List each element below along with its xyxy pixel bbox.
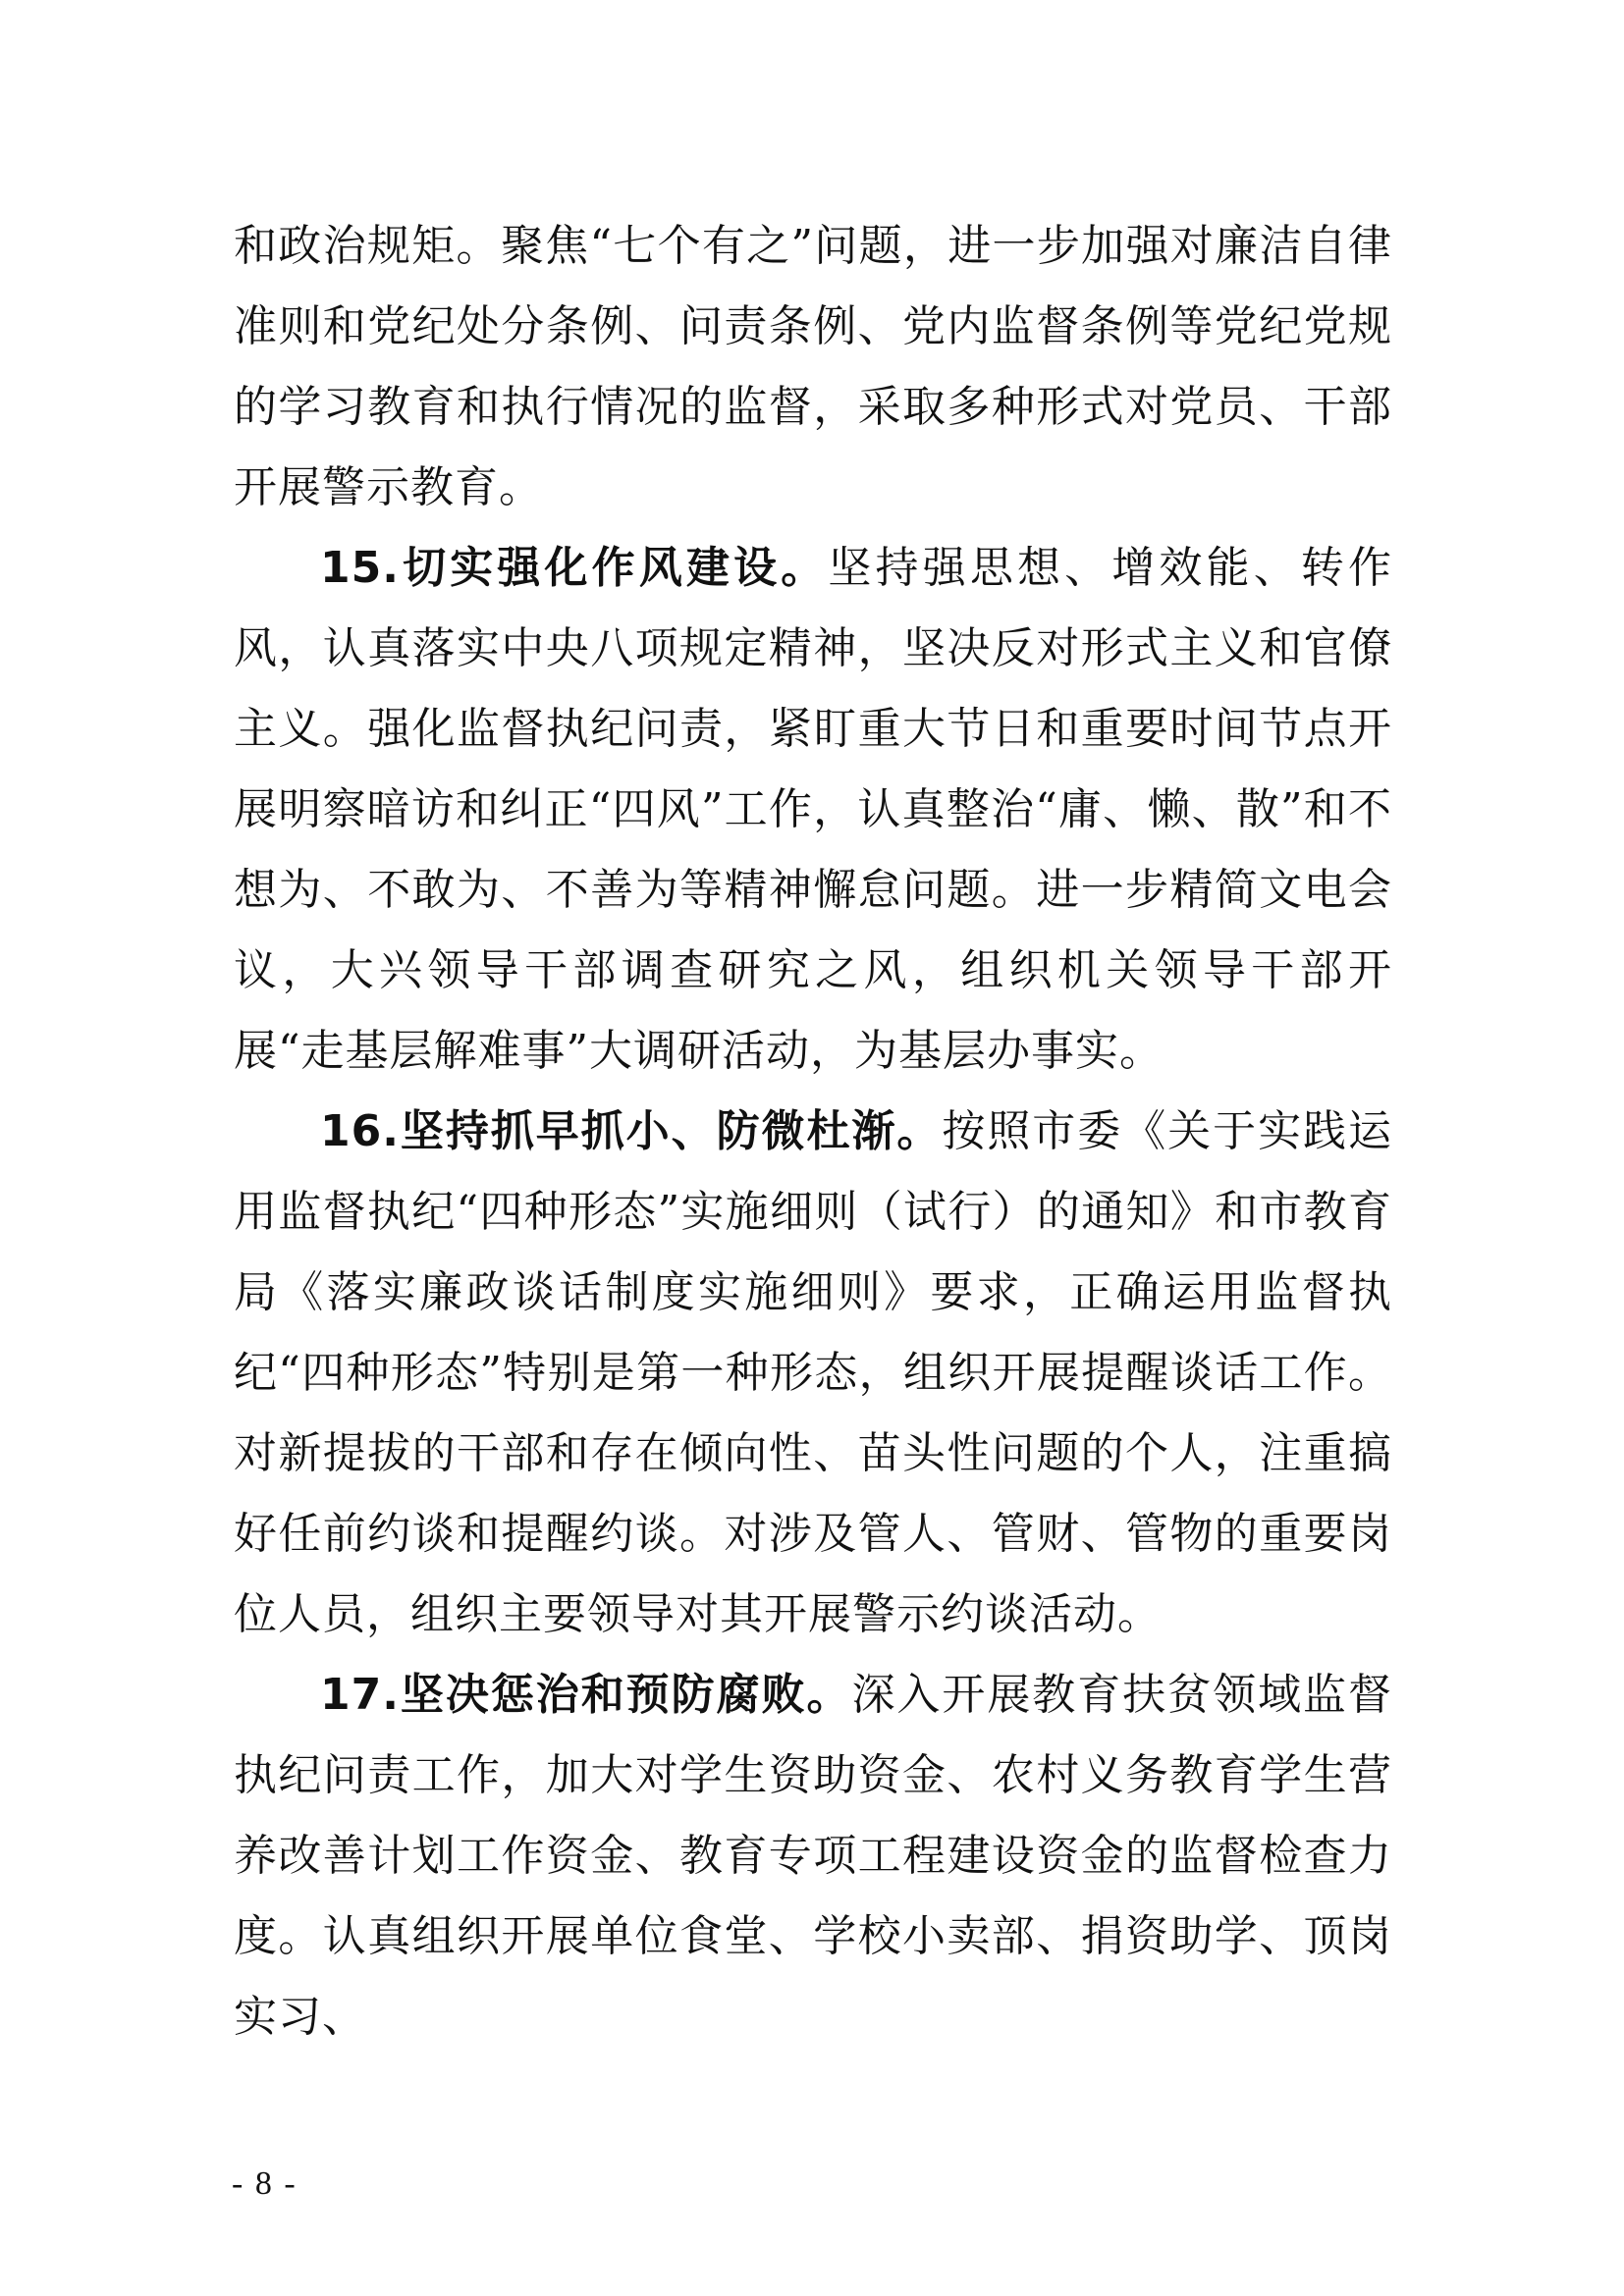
paragraph-15-text: 坚持强思想、增效能、转作风，认真落实中央八项规定精神，坚决反对形式主义和官僚主义。强化监督执纪问责，紧盯重大节日和重要时间节点开展明察暗访和纠正“四风”工作，认真整治“庸、懒、散”和不想为、不敢为、不善为等精神懈怠问题。进一步精简文电会议，大兴领导干部调查研究之风，组织机关领导干部开展“走基层解难事”大调研活动，为基层办事实。 bbox=[234, 543, 1393, 1076]
paragraph-17-heading: 17.坚决惩治和预防腐败。 bbox=[320, 1670, 852, 1720]
paragraph-continued bbox=[234, 206, 1392, 528]
paragraph-16 bbox=[234, 1092, 1392, 1655]
paragraph-17 bbox=[234, 1655, 1392, 2057]
body-text bbox=[234, 206, 1392, 2057]
paragraph-15-heading: 15.切实强化作风建设。 bbox=[320, 543, 829, 593]
paragraph-15 bbox=[234, 528, 1392, 1092]
paragraph-continued-text: 和政治规矩。聚焦“七个有之”问题，进一步加强对廉洁自律准则和党纪处分条例、问责条例、党内监督条例等党纪党规的学习教育和执行情况的监督，采取多种形式对党员、干部开展警示教育。 bbox=[234, 221, 1392, 512]
paragraph-16-text: 按照市委《关于实践运用监督执纪“四种形态”实施细则（试行）的通知》和市教育局《落实廉政谈话制度实施细则》要求，正确运用监督执纪“四种形态”特别是第一种形态，组织开展提醒谈话工作。对新提拔的干部和存在倾向性、苗头性问题的个人，注重搞好任前约谈和提醒约谈。对涉及管人、管财、管物的重要岗位人员，组织主要领导对其开展警示约谈活动。 bbox=[234, 1106, 1392, 1639]
page-number: - 8 - bbox=[232, 2165, 298, 2202]
paragraph-16-heading: 16.坚持抓早抓小、防微杜渐。 bbox=[320, 1106, 943, 1156]
paragraph-17-text: 深入开展教育扶贫领域监督执纪问责工作，加大对学生资助资金、农村义务教育学生营养改善计划工作资金、教育专项工程建设资金的监督检查力度。认真组织开展单位食堂、学校小卖部、捐资助学、顶岗实习、 bbox=[234, 1670, 1392, 2042]
